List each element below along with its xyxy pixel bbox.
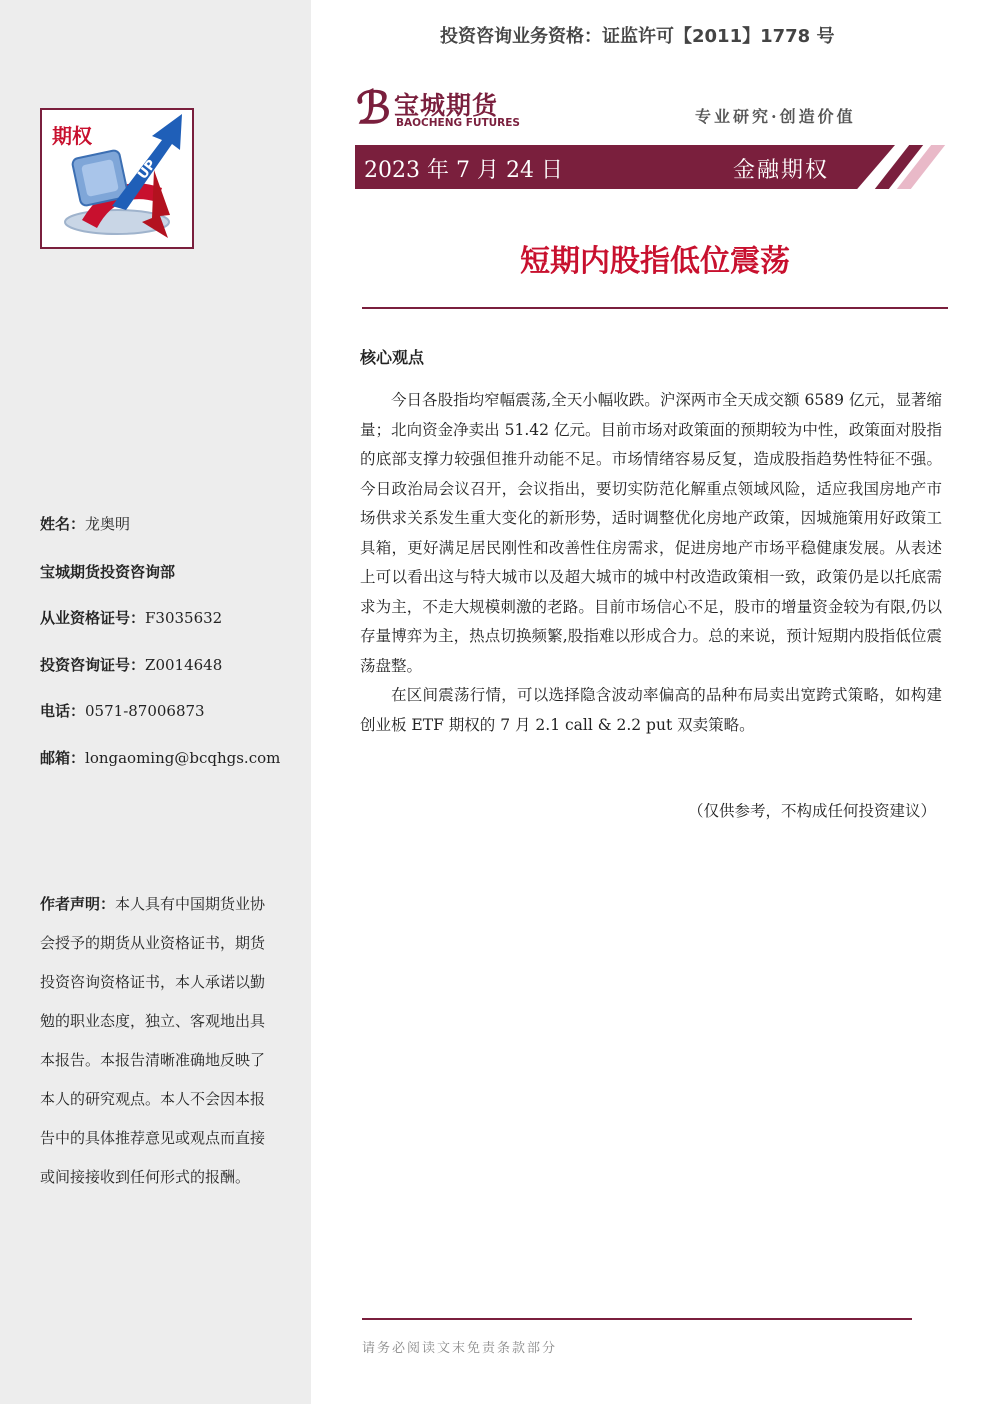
brand-name-cn: 宝城期货	[394, 91, 499, 120]
title-divider	[362, 307, 948, 309]
sidebar	[0, 0, 311, 1404]
author-consult-label: 投资咨询证号：	[40, 656, 146, 674]
paragraph: 在区间震荡行情，可以选择隐含波动率偏高的品种布局卖出宽跨式策略，如构建创业板 ETF 期权的 7 月 2.1 call & 2.2 put 双卖策略。	[360, 686, 942, 734]
declaration-text: 本人具有中国期货业协会授予的期货从业资格证书，期货投资咨询资格证书，本人承诺以勤勉的职业态度，独立、客观地出具本报告。本报告清晰准确地反映了本人的研究观点。本人不会因本报告中的具体推荐意见或观点而直接或间接接收到任何形式的报酬。	[40, 895, 266, 1186]
license-line: 投资咨询业务资格：证监许可【2011】1778 号	[440, 26, 835, 47]
cover-tag: 期权	[52, 124, 92, 148]
author-name: 龙奥明	[85, 515, 131, 533]
cover-image	[40, 108, 194, 249]
slogan: 专业研究·创造价值	[695, 107, 856, 126]
author-phone: 0571-87006873	[85, 702, 205, 720]
author-email-row	[40, 747, 280, 768]
footer-note: 请务必阅读文末免责条款部分	[362, 1341, 558, 1356]
author-cert-label: 从业资格证号：	[40, 609, 146, 627]
stock-up-down-arrows-icon	[42, 110, 192, 247]
author-email: longaoming@bcqhgs.com	[85, 749, 281, 767]
disclaimer-note: （仅供参考，不构成任何投资建议）	[687, 802, 936, 820]
report-body	[360, 386, 942, 740]
author-name-label: 姓名：	[40, 515, 86, 533]
report-category: 金融期权	[733, 158, 830, 183]
author-cert-row	[40, 607, 222, 628]
author-phone-row	[40, 700, 205, 721]
svg-text:UP: UP	[135, 157, 160, 183]
author-consult-row	[40, 654, 222, 675]
report-date: 2023 年 7 月 24 日	[364, 158, 563, 183]
section-heading: 核心观点	[360, 348, 425, 367]
report-title: 短期内股指低位震荡	[520, 244, 790, 279]
author-name-row	[40, 513, 130, 534]
author-declaration	[40, 885, 274, 1197]
author-consult: Z0014648	[145, 656, 223, 674]
brand-name-en: BAOCHENG FUTURES	[396, 117, 520, 129]
author-department: 宝城期货投资咨询部	[40, 563, 176, 581]
author-cert: F3035632	[145, 609, 223, 627]
brand-mark-icon: ℬ	[356, 83, 391, 134]
footer-divider	[362, 1318, 912, 1320]
author-phone-label: 电话：	[40, 702, 86, 720]
paragraph: 今日各股指均窄幅震荡,全天小幅收跌。沪深两市全天成交额 6589 亿元，显著缩量；北向资金净卖出 51.42 亿元。目前市场对政策面的预期较为中性，政策面对股指的底部支撑力较强但推升动能不足。市场情绪容易反复，造成股指趋势性特征不强。今日政治局会议召开，会议指出，要切实防范化解重点领域风险，适应我国房地产市场供求关系发生重大变化的新形势，适时调整优化房地产政策，因城施策用好政策工具箱，更好满足居民刚性和改善性住房需求，促进房地产市场平稳健康发展。从表述上可以看出这与特大城市以及超大城市的城中村改造政策相一致，政策仍是以托底需求为主，不走大规模刺激的老路。目前市场信心不足，股市的增量资金较为有限,仍以存量博弈为主，热点切换频繁,股指难以形成合力。总的来说，预计短期内股指低位震荡盘整。	[360, 391, 942, 675]
declaration-label: 作者声明：	[40, 895, 116, 913]
author-email-label: 邮箱：	[40, 749, 86, 767]
